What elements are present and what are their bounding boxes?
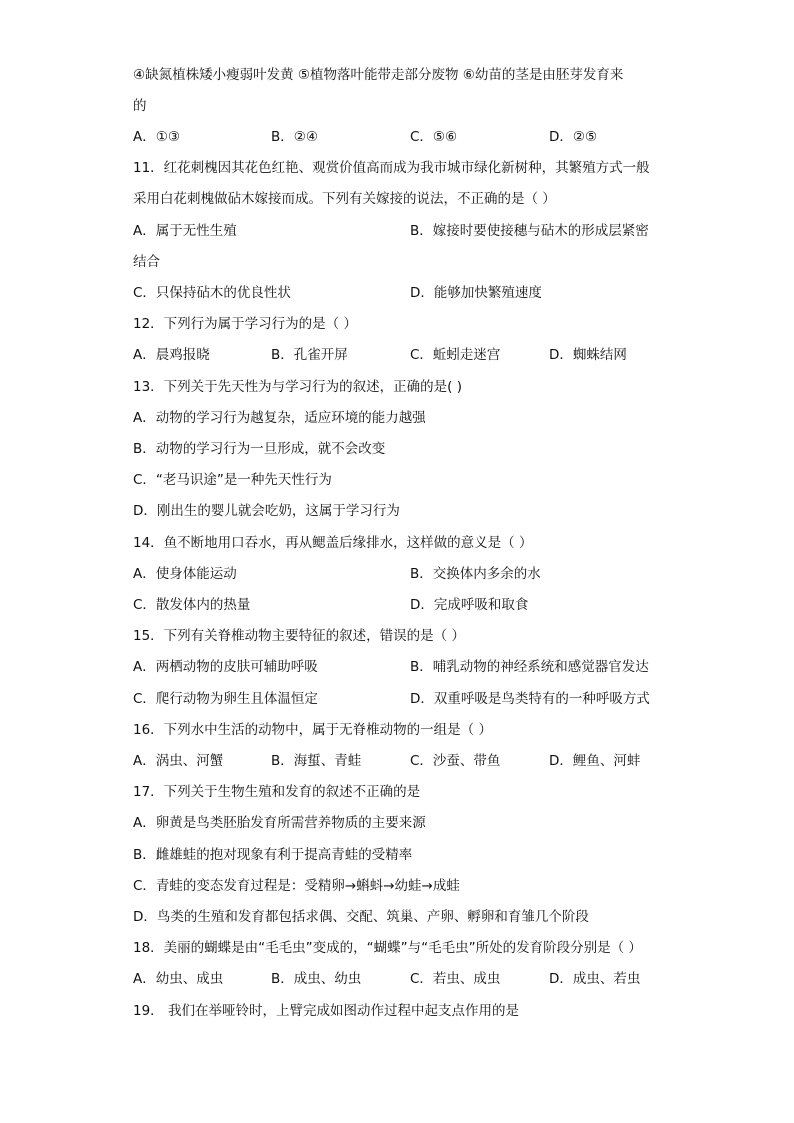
q17-option-b: B．雌雄蛙的抱对现象有利于提高青蛙的受精率 (133, 847, 413, 863)
q12-option-d: D．蜘蛛结网 (549, 347, 627, 363)
q19-stem: 19． 我们在举哑铃时，上臂完成如图动作过程中起支点作用的是 (133, 1003, 519, 1019)
q15-option-a: A．两栖动物的皮肤可辅助呼吸 (133, 659, 318, 675)
q14-option-d: D．完成呼吸和取食 (410, 597, 529, 613)
q11-option-c: C．只保持砧木的优良性状 (133, 285, 291, 301)
q14-option-b: B．交换体内多余的水 (410, 566, 541, 582)
q10-option-d: D．②⑤ (549, 129, 598, 145)
q14-option-c: C．散发体内的热量 (133, 597, 251, 613)
q15-stem: 15．下列有关脊椎动物主要特征的叙述，错误的是（ ） (133, 628, 465, 644)
q13-option-d: D．刚出生的婴儿就会吃奶，这属于学习行为 (133, 503, 400, 519)
q11-option-b-cont: 结合 (133, 254, 160, 270)
q10-option-b: B．②④ (271, 129, 318, 145)
q15-option-c: C．爬行动物为卵生且体温恒定 (133, 691, 318, 707)
q11-option-a: A．属于无性生殖 (133, 223, 237, 239)
q10-continuation-2: 的 (133, 98, 147, 114)
q16-option-c: C．沙蚕、带鱼 (410, 753, 501, 769)
q12-option-a: A．晨鸡报晓 (133, 347, 210, 363)
q16-option-b: B．海蜇、青蛙 (271, 753, 362, 769)
q18-stem: 18．美丽的蝴蝶是由“毛毛虫”变成的，“蝴蝶”与“毛毛虫”所处的发育阶段分别是（ ） (133, 940, 642, 956)
q11-option-b: B．嫁接时要使接穗与砧木的形成层紧密 (410, 223, 649, 239)
q11-option-d: D．能够加快繁殖速度 (410, 285, 542, 301)
q17-stem: 17．下列关于生物生殖和发育的叙述不正确的是 (133, 784, 421, 800)
q12-stem: 12．下列行为属于学习行为的是（ ） (133, 316, 357, 332)
q10-option-a: A．①③ (133, 129, 180, 145)
q12-option-b: B．孔雀开屏 (271, 347, 348, 363)
q12-option-c: C．蚯蚓走迷宫 (410, 347, 501, 363)
q17-option-a: A．卵黄是鸟类胚胎发育所需营养物质的主要来源 (133, 815, 426, 831)
q14-stem: 14．鱼不断地用口吞水，再从鳃盖后缘排水，这样做的意义是（ ） (133, 535, 533, 551)
q17-option-d: D．鸟类的生殖和发育都包括求偶、交配、筑巢、产卵、孵卵和育雏几个阶段 (133, 909, 589, 925)
q18-option-d: D．成虫、若虫 (549, 971, 641, 987)
q16-option-a: A．涡虫、河蟹 (133, 753, 224, 769)
q14-option-a: A．使身体能运动 (133, 566, 237, 582)
q10-continuation: ④缺氮植株矮小瘦弱叶发黄 ⑤植物落叶能带走部分废物 ⑥幼苗的茎是由胚芽发育来 (133, 67, 624, 83)
q15-option-b: B．哺乳动物的神经系统和感觉器官发达 (410, 659, 649, 675)
q18-option-a: A．幼虫、成虫 (133, 971, 224, 987)
q13-option-a: A．动物的学习行为越复杂，适应环境的能力越强 (133, 410, 426, 426)
q11-stem: 11．红花刺槐因其花色红艳、观赏价值高而成为我市城市绿化新树种，其繁殖方式一般 (133, 160, 650, 176)
q13-stem: 13．下列关于先天性为与学习行为的叙述，正确的是( ) (133, 379, 463, 395)
q16-option-d: D．鲤鱼、河蚌 (549, 753, 641, 769)
q15-option-d: D．双重呼吸是鸟类特有的一种呼吸方式 (410, 691, 650, 707)
q10-option-c: C．⑤⑥ (410, 129, 458, 145)
q17-option-c: C．青蛙的变态发育过程是：受精卵→蝌蚪→幼蛙→成蛙 (133, 878, 460, 894)
q18-option-b: B．成虫、幼虫 (271, 971, 362, 987)
q16-stem: 16．下列水中生活的动物中，属于无脊椎动物的一组是（ ） (133, 722, 492, 738)
q18-option-c: C．若虫、成虫 (410, 971, 501, 987)
q11-stem-2: 采用白花刺槐做砧木嫁接而成。下列有关嫁接的说法，不正确的是（ ） (133, 191, 556, 207)
q13-option-c: C．“老马识途”是一种先天性行为 (133, 472, 332, 488)
q13-option-b: B．动物的学习行为一旦形成，就不会改变 (133, 441, 386, 457)
